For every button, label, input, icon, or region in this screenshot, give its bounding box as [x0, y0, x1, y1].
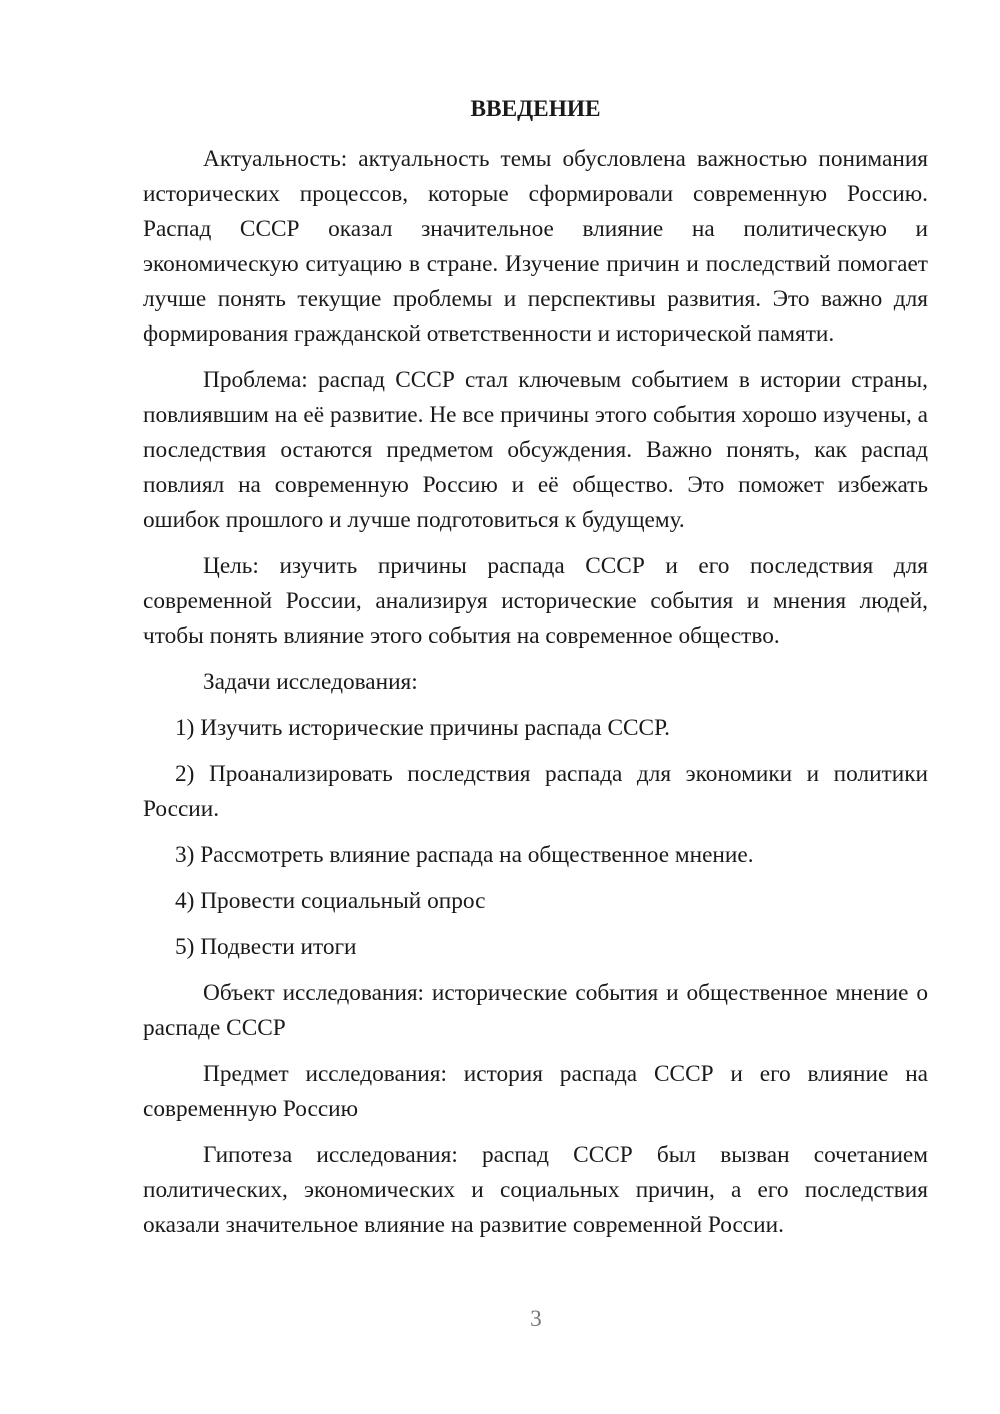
- hypothesis-paragraph: Гипотеза исследования: распад СССР был вызван сочетанием политических, экономических и социальных причин, а его последствия оказали значительное влияние на развитие современной России.: [143, 1142, 928, 1238]
- relevance-paragraph: Актуальность: актуальность темы обусловлена важностью понимания исторических процессов, которые сформировали современную Россию. Распад СССР оказал значительное влияние на политическую и экономическую ситуацию в стране. Изучение причин и последствий помогает лучше понять текущие проблемы и перспективы развития. Это важно для формирования гражданской ответственности и исторической памяти.: [143, 146, 928, 347]
- task-item: 3) Рассмотреть влияние распада на общественное мнение.: [175, 842, 754, 868]
- task-item: 1) Изучить исторические причины распада СССР.: [175, 715, 670, 741]
- page-number: 3: [530, 1306, 542, 1332]
- goal-paragraph: Цель: изучить причины распада СССР и его последствия для современной России, анализируя исторические события и мнения людей, чтобы понять влияние этого события на современное общество.: [143, 553, 928, 649]
- section-title: ВВЕДЕНИЕ: [470, 96, 601, 122]
- problem-paragraph: Проблема: распад СССР стал ключевым событием в истории страны, повлиявшим на её развитие. Не все причины этого события хорошо изучены, а последствия остаются предметом обсуждения. Важно понять, как распад повлиял на современную Россию и её общество. Это поможет избежать ошибок прошлого и лучше подготовиться к будущему.: [143, 367, 928, 533]
- document-page: [143, 92, 928, 1254]
- task-item: 4) Провести социальный опрос: [175, 888, 486, 914]
- task-item: 5) Подвести итоги: [175, 934, 357, 960]
- task-item: 2) Проанализировать последствия распада для экономики и политики России.: [143, 761, 928, 822]
- object-paragraph: Объект исследования: исторические события и общественное мнение о распаде СССР: [143, 980, 928, 1041]
- tasks-heading: Задачи исследования:: [203, 669, 418, 695]
- subject-paragraph: Предмет исследования: история распада СССР и его влияние на современную Россию: [143, 1061, 928, 1122]
